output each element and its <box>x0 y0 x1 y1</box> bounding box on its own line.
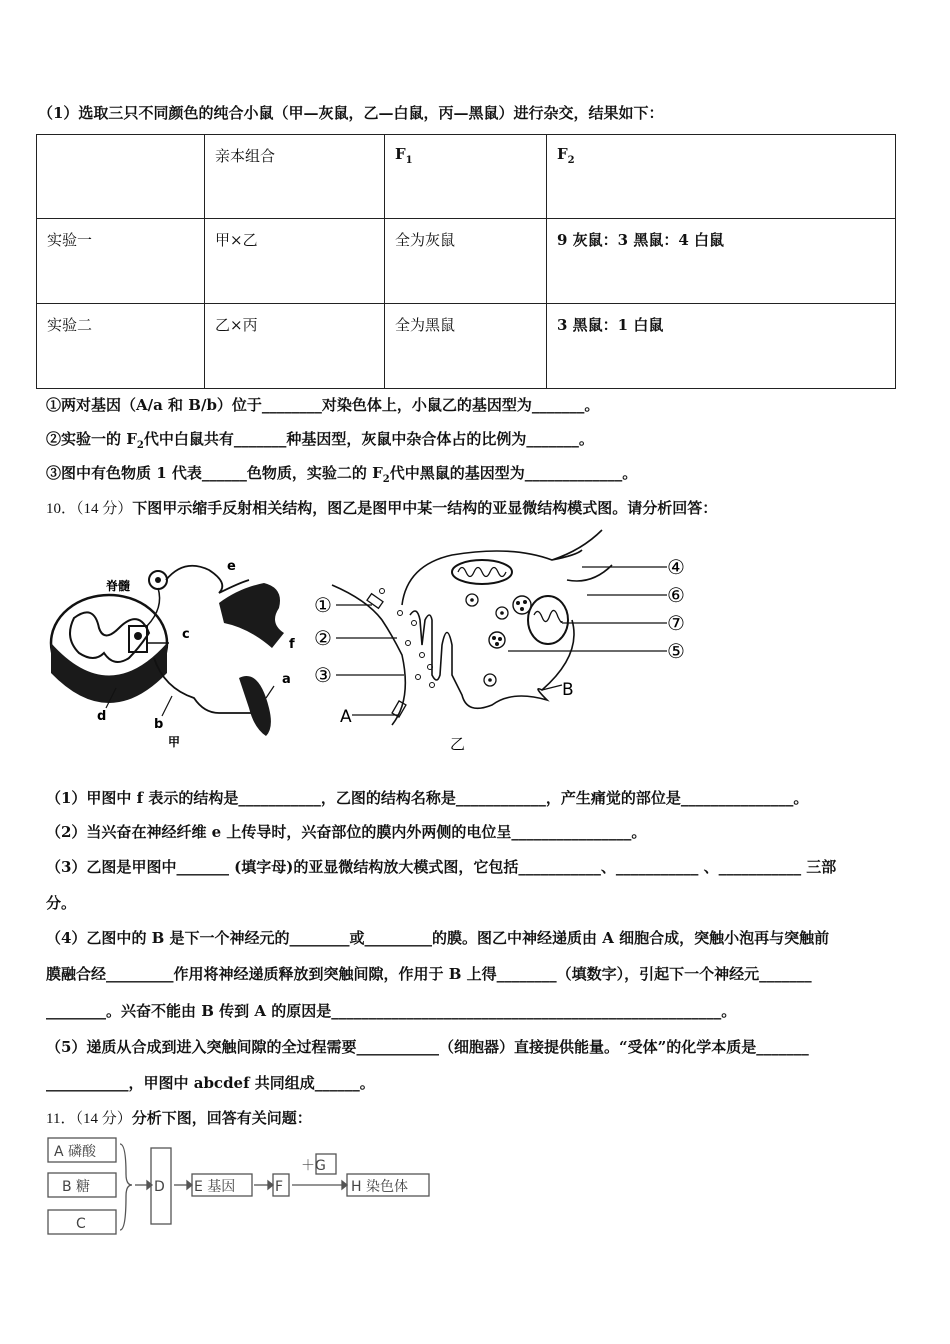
q10-p4c: ________。兴奋不能由 B 传到 A 的原因是____________________________________________________。 <box>46 1002 737 1020</box>
table-header-cell: 亲本组合 <box>205 135 385 219</box>
label-c: C <box>76 1216 86 1232</box>
label-d: d <box>97 709 107 724</box>
table-cell: 实验一 <box>37 219 205 304</box>
receptor-skin-f <box>219 583 284 648</box>
figure-jia <box>44 548 314 748</box>
q9-intro: （1）选取三只不同颜色的纯合小鼠（甲—灰鼠，乙—白鼠，丙—黑鼠）进行杂交，结果如下： <box>38 104 664 122</box>
label-b-sugar: B 糖 <box>62 1179 91 1195</box>
q9-sub2: ②实验一的 $F_2$代中白鼠共有_______种基因型，灰鼠中杂合体占的比例为_______。 <box>46 430 594 451</box>
label-d: D <box>154 1179 165 1195</box>
q10-p2: （2）当兴奋在神经纤维 e 上传导时，兴奋部位的膜内外两侧的电位呈________________。 <box>46 823 647 841</box>
postsynaptic-neuron-outline <box>402 530 612 708</box>
table-header-cell: $F_1$ <box>385 135 547 219</box>
q10-p3b: 分。 <box>46 894 77 912</box>
table-row <box>37 304 896 389</box>
spinal-cord-cross-section <box>51 595 167 703</box>
table-cell: 9 灰鼠：3 黑鼠：4 白鼠 <box>547 219 896 304</box>
q9-sub1: ①两对基因（A/a 和 B/b）位于________对染色体上，小鼠乙的基因型为_______。 <box>46 396 600 414</box>
ganglion <box>149 571 167 589</box>
label-h-chromosome: H 染色体 <box>351 1179 408 1195</box>
vesicle-clusters <box>466 594 531 686</box>
label-4: ④ <box>667 555 685 579</box>
label-c: c <box>182 627 190 642</box>
label-B: B <box>562 680 574 700</box>
table-cell: 实验二 <box>37 304 205 389</box>
label-plus-g: ＋G <box>301 1158 326 1174</box>
synapse-presynaptic-membrane <box>332 585 406 725</box>
label-6: ⑥ <box>667 583 685 607</box>
label-7: ⑦ <box>667 611 685 635</box>
table-row <box>37 219 896 304</box>
q11-stem: 11．（14 分）分析下图，回答有关问题： <box>46 1109 312 1127</box>
q10-p3a: （3）乙图是甲图中_______ (填字母)的亚显微结构放大模式图，它包括___________、___________ 、___________ 三部 <box>46 858 837 876</box>
spine-label: 脊髓 <box>106 579 131 593</box>
label-A: A <box>340 707 352 727</box>
q10-p5b: ___________，甲图中 abcdef 共同组成______。 <box>46 1074 375 1092</box>
label-3: ③ <box>314 663 332 687</box>
label-e: e <box>227 559 236 574</box>
q10-p5a: （5）递质从合成到进入突触间隙的全过程需要___________（细胞器）直接提供能量。“受体”的化学本质是_______ <box>46 1038 809 1056</box>
table-cell: 全为灰鼠 <box>385 219 547 304</box>
label-a-phosphate: A 磷酸 <box>54 1144 97 1160</box>
label-5: ⑤ <box>667 639 685 663</box>
brace <box>120 1144 132 1230</box>
table-header-row <box>37 135 896 219</box>
table-cell: 全为黑鼠 <box>385 304 547 389</box>
figure-jia-label: 甲 <box>168 735 181 748</box>
mitochondrion-right <box>528 596 568 644</box>
results-table <box>36 134 896 389</box>
figure-q11-flow <box>44 1134 444 1238</box>
table-header-cell: $F_2$ <box>547 135 896 219</box>
figure-yi-label: 乙 <box>450 735 466 753</box>
effector-muscle <box>239 676 271 736</box>
q9-sub3: ③图中有色物质 1 代表______色物质，实验二的 $F_2$代中黑鼠的基因型为_____________。 <box>46 464 638 485</box>
q10-p4b: 膜融合经_________作用将神经递质释放到突触间隙，作用于 B 上得________（填数字），引起下一个神经元_______ <box>46 965 812 983</box>
label-b: b <box>154 717 164 732</box>
q10-p1: （1）甲图中 f 表示的结构是___________，乙图的结构名称是____________，产生痛觉的部位是_______________。 <box>46 789 809 807</box>
figure-yi <box>312 525 712 757</box>
q10-p4a: （4）乙图中的 B 是下一个神经元的________或_________的膜。图乙中神经递质由 A 细胞合成，突触小泡再与突触前 <box>46 929 830 947</box>
label-a: a <box>282 672 291 687</box>
table-cell: 乙×丙 <box>205 304 385 389</box>
label-e-gene: E 基因 <box>194 1179 236 1195</box>
label-f: f <box>289 637 295 652</box>
table-cell: 甲×乙 <box>205 219 385 304</box>
afferent-nerve <box>166 566 249 593</box>
label-1: ① <box>314 593 332 617</box>
mitochondrion-top <box>452 560 512 584</box>
label-2: ② <box>314 626 332 650</box>
q10-stem: 10．（14 分）下图甲示缩手反射相关结构，图乙是图甲中某一结构的亚显微结构模式图。请分析回答： <box>46 499 718 517</box>
pointer-lines <box>336 567 667 715</box>
table-header-cell <box>37 135 205 219</box>
table-cell: 3 黑鼠：1 白鼠 <box>547 304 896 389</box>
label-f: F <box>275 1179 284 1195</box>
